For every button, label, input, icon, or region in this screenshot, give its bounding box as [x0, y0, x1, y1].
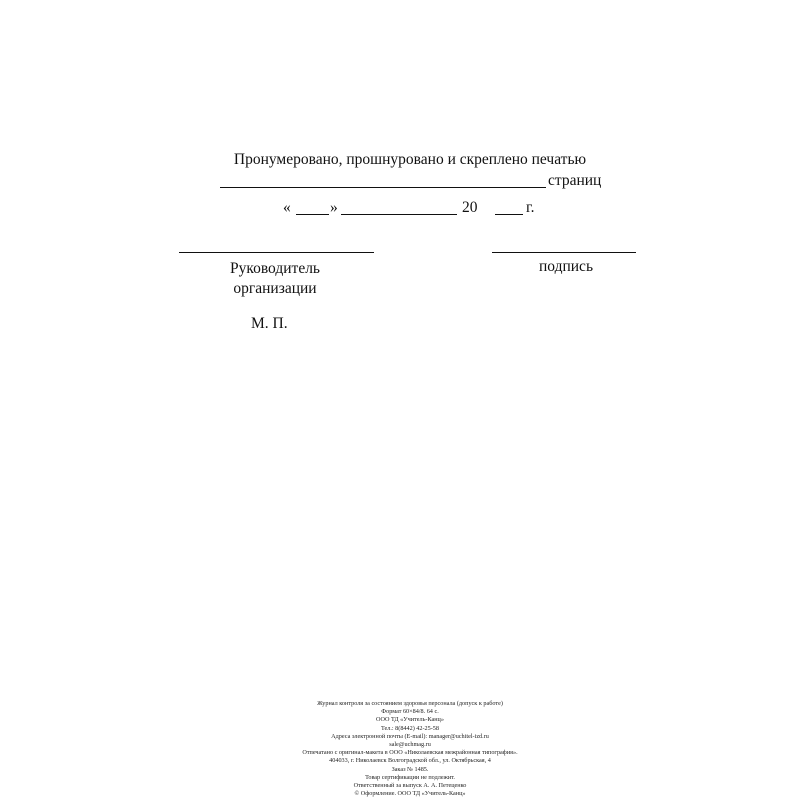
- head-label-line-1: Руководитель: [229, 260, 321, 277]
- imprint-line: Ответственный за выпуск А. А. Петеценко: [353, 782, 467, 790]
- pages-count-blank-line: [220, 187, 546, 188]
- imprint-line: Заказ № 1485.: [391, 765, 429, 773]
- head-name-blank-line: [179, 252, 374, 253]
- year-suffix: г.: [526, 199, 535, 216]
- year-prefix: 20: [462, 199, 478, 216]
- stamp-place-label: М. П.: [251, 315, 288, 332]
- imprint-line: Формат 60×84/8. 64 с.: [381, 708, 439, 716]
- imprint-line: Товар сертификации не подлежит.: [365, 773, 455, 781]
- signature-blank-line: [492, 252, 636, 253]
- publication-imprint: [220, 700, 600, 798]
- imprint-line: Адреса электронной почты (E-mail): manager@uchitel-izd.ru: [331, 732, 489, 740]
- date-close-quote: »: [330, 199, 338, 216]
- imprint-line: Отпечатано с оригинал-макета в ООО «Николаевская межрайонная типография».: [302, 749, 518, 757]
- signature-label: подпись: [538, 258, 594, 275]
- pages-label: страниц: [548, 172, 602, 189]
- head-of-organization-label: [209, 259, 341, 299]
- head-label-line-2: организации: [233, 280, 317, 297]
- month-blank-line: [341, 214, 457, 215]
- day-blank-line: [296, 214, 329, 215]
- year-blank-line: [495, 214, 523, 215]
- imprint-line: Тел.: 8(8442) 42-25-58: [380, 724, 439, 732]
- imprint-line: ООО ТД «Учитель-Канц»: [376, 716, 444, 724]
- imprint-line: © Оформление. ООО ТД «Учитель-Канц»: [354, 790, 466, 798]
- imprint-line: 404033, г. Николаевск Волгоградской обл., ул. Октябрьская, 4: [329, 757, 491, 765]
- imprint-line: Журнал контроля за состоянием здоровья персонала (допуск к работе): [317, 700, 503, 707]
- imprint-line: sale@uchmag.ru: [389, 741, 431, 749]
- certification-heading: Пронумеровано, прошнуровано и скреплено печатью: [233, 151, 587, 168]
- date-open-quote: «: [283, 199, 291, 216]
